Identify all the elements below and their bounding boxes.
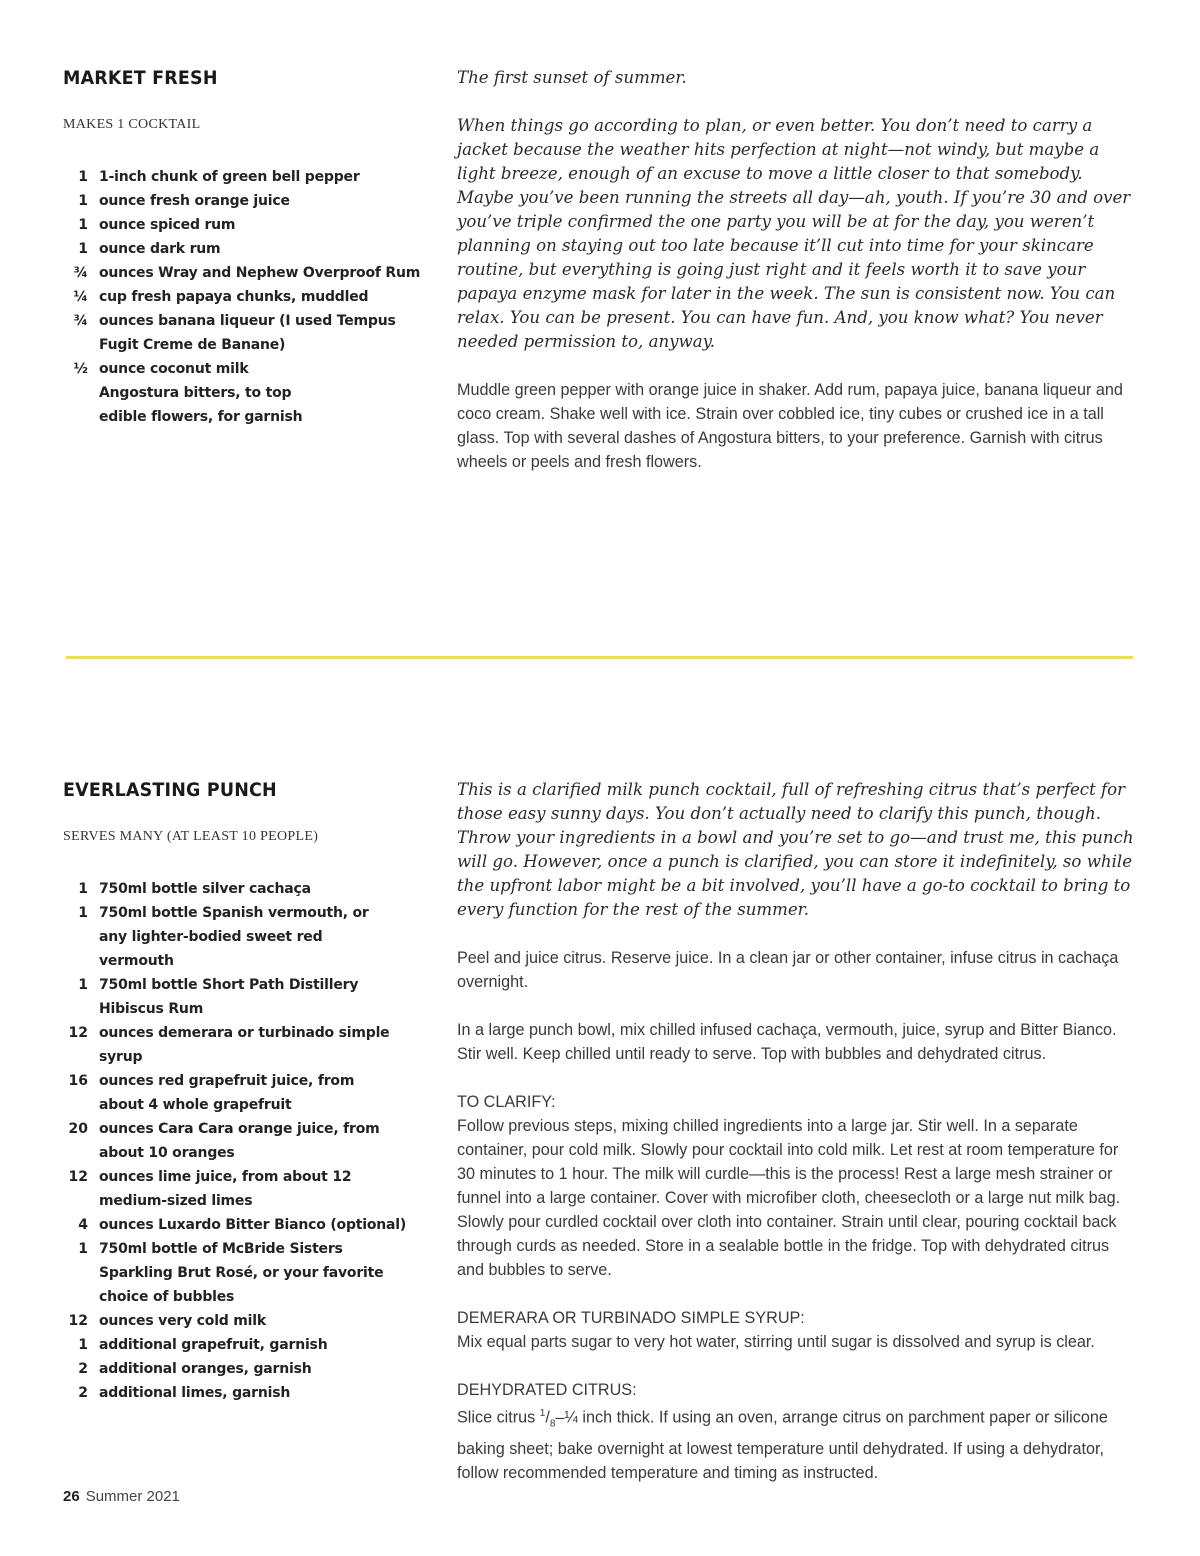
ingredient-qty: 1 (78, 193, 88, 209)
ingredient-text: ounce dark rum (99, 241, 221, 257)
ingredient-item (63, 381, 423, 405)
section-text-prefix: Slice citrus (457, 1408, 540, 1427)
ingredient-item (63, 1333, 418, 1357)
ingredient-item (63, 261, 423, 285)
ingredient-item (63, 405, 423, 429)
ingredient-item (63, 189, 423, 213)
recipe-intro: The first sunset of summer. (457, 68, 687, 87)
ingredient-text: 1-inch chunk of green bell pepper (99, 169, 360, 185)
ingredient-item (63, 973, 418, 1021)
ingredient-item (63, 237, 423, 261)
ingredient-text: ounces very cold milk (99, 1313, 266, 1329)
clarify-section (457, 1090, 1137, 1282)
ingredient-text: additional oranges, garnish (99, 1361, 312, 1377)
citrus-section: DEHYDRATED CITRUS: Slice citrus $^1/_8-\frac{1}{4}$ inch thick. If using an oven, arrange citrus on parchment paper or silicone baking sheet; bake overnight at lowest temperature until dehydrated. If using a dehydrator, follow recommended temperature and timing as instructed. (457, 1378, 1137, 1485)
ingredient-text: ounce coconut milk (99, 361, 249, 377)
ingredient-text: ounces lime juice, from about 12 medium-sized limes (99, 1169, 352, 1209)
ingredient-list (63, 877, 418, 1405)
ingredient-qty: ¾ (73, 313, 88, 329)
ingredient-item (63, 877, 418, 901)
ingredient-item (63, 1165, 418, 1213)
ingredient-qty: 1 (78, 169, 88, 185)
section-text: –¼ inch thick. If using an oven, arrange citrus on parchment paper or silicone baking sheet; bake overnight at lowest temperature until dehydrated. If using a dehydrator, follow recommended temperature and timing as instructed. (457, 1408, 1108, 1482)
ingredient-text: additional limes, garnish (99, 1385, 291, 1401)
recipe-intro: When things go according to plan, or even better. You don’t need to carry a jacket because the weather hits perfection at night—not windy, but maybe a light breeze, enough of an excuse to move a little closer to that somebody. Maybe you’ve been running the streets all day—ah, youth. If you’re 30 and over you’ve triple confirmed the one party you will be at for the day, you weren’t planning on staying out too late because it’ll cut into time for your skincare routine, but everything is going just right and it feels worth it to save your papaya enzyme mask for later in the week. The sun is consistent now. You can relax. You can be present. You can have fun. And, you know what? You never needed permission to, anyway. (457, 116, 1131, 351)
ingredient-item (63, 165, 423, 189)
ingredient-item (63, 1309, 418, 1333)
ingredient-text: ounces red grapefruit juice, from about 4 whole grapefruit (99, 1073, 355, 1113)
ingredient-text: Angostura bitters, to top (99, 385, 292, 401)
recipe-yield: SERVES MANY (AT LEAST 10 PEOPLE) (63, 829, 319, 844)
ingredient-qty: 2 (78, 1385, 88, 1401)
recipe-instructions: In a large punch bowl, mix chilled infused cachaça, vermouth, juice, syrup and Bitter Bianco. Stir well. Keep chilled until ready to serve. Top with bubbles and dehydrated citrus. (457, 1021, 1117, 1063)
ingredient-qty: 1 (78, 1241, 88, 1257)
ingredient-text: 750ml bottle of McBride Sisters Sparkling Brut Rosé, or your favorite choice of bubbles (99, 1241, 384, 1305)
ingredient-item (63, 1021, 418, 1069)
ingredient-qty: 1 (78, 241, 88, 257)
ingredient-qty: 1 (78, 881, 88, 897)
section-divider (66, 656, 1133, 659)
ingredient-list (63, 165, 423, 429)
section-text: Mix equal parts sugar to very hot water, stirring until sugar is dissolved and syrup is clear. (457, 1333, 1095, 1351)
ingredient-qty: 20 (68, 1121, 88, 1137)
ingredient-text: ounces Cara Cara orange juice, from about 10 oranges (99, 1121, 380, 1161)
ingredient-text: 750ml bottle silver cachaça (99, 881, 311, 897)
ingredient-text: ounces Luxardo Bitter Bianco (optional) (99, 1217, 407, 1233)
ingredient-item (63, 1357, 418, 1381)
recipe-content (457, 66, 1137, 474)
ingredient-text: ounces demerara or turbinado simple syrup (99, 1025, 390, 1065)
ingredient-item (63, 1117, 418, 1165)
ingredient-item (63, 1069, 418, 1117)
ingredient-qty: 2 (78, 1361, 88, 1377)
ingredient-item (63, 901, 418, 973)
ingredient-text: ounce fresh orange juice (99, 193, 290, 209)
ingredient-text: 750ml bottle Short Path Distillery Hibiscus Rum (99, 977, 359, 1017)
ingredient-text: ounce spiced rum (99, 217, 236, 233)
ingredient-item (63, 1381, 418, 1405)
ingredient-text: edible flowers, for garnish (99, 409, 303, 425)
ingredient-text: ounces banana liqueur (I used Tempus Fugit Creme de Banane) (99, 313, 396, 353)
ingredient-item (63, 285, 423, 309)
ingredient-qty: 1 (78, 977, 88, 993)
section-heading: DEHYDRATED CITRUS: (457, 1381, 637, 1399)
ingredient-qty: ½ (73, 361, 88, 377)
ingredient-qty: 16 (68, 1073, 88, 1089)
ingredient-qty: 12 (68, 1169, 88, 1185)
ingredient-item (63, 357, 423, 381)
recipe-instructions: Muddle green pepper with orange juice in shaker. Add rum, papaya juice, banana liqueur and coco cream. Shake well with ice. Strain over cobbled ice, tiny cubes or crushed ice in a tall glass. Top with several dashes of Angostura bitters, to your preference. Garnish with citrus wheels or peels and fresh flowers. (457, 381, 1123, 471)
recipe-content (457, 778, 1137, 1485)
recipe-title: EVERLASTING PUNCH (63, 779, 277, 801)
recipe-title: MARKET FRESH (63, 67, 218, 89)
ingredient-qty: ¼ (73, 289, 88, 305)
recipe-yield: MAKES 1 COCKTAIL (63, 117, 201, 132)
section-heading: DEMERARA OR TURBINADO SIMPLE SYRUP: (457, 1309, 805, 1327)
ingredient-qty: ¾ (73, 265, 88, 281)
ingredient-qty: 1 (78, 905, 88, 921)
ingredient-qty: 4 (78, 1217, 88, 1233)
recipe-instructions: Peel and juice citrus. Reserve juice. In a clean jar or other container, infuse citrus in cachaça overnight. (457, 949, 1119, 991)
page-number: 26 (63, 1488, 80, 1505)
ingredient-qty: 1 (78, 217, 88, 233)
section-heading: TO CLARIFY: (457, 1093, 556, 1111)
ingredient-text: ounces Wray and Nephew Overproof Rum (99, 265, 421, 281)
page-footer (63, 1487, 180, 1507)
ingredient-qty: 12 (68, 1313, 88, 1329)
ingredient-item (63, 1213, 418, 1237)
recipe-sidebar (63, 778, 423, 1405)
ingredient-text: cup fresh papaya chunks, muddled (99, 289, 369, 305)
fraction-denominator: 8 (549, 1418, 556, 1430)
issue-label: Summer 2021 (85, 1488, 180, 1505)
ingredient-qty: 1 (78, 1337, 88, 1353)
fraction-numerator: 1 (539, 1408, 546, 1419)
ingredient-text: 750ml bottle Spanish vermouth, or any lighter-bodied sweet red vermouth (99, 905, 369, 969)
ingredient-qty: 12 (68, 1025, 88, 1041)
section-text: Follow previous steps, mixing chilled ingredients into a large jar. Stir well. In a separate container, pour cold milk. Slowly pour cocktail into cold milk. Let rest at room temperature for 30 minutes to 1 hour. The milk will curdle—this is the process! Rest a large mesh strainer or funnel into a large container. Cover with microfiber cloth, cheesecloth or a large nut milk bag. Slowly pour curdled cocktail over cloth into container. Strain until clear, pouring cocktail back through curds as needed. Store in a sealable bottle in the fridge. Top with dehydrated citrus and bubbles to serve. (457, 1117, 1121, 1279)
ingredient-item (63, 213, 423, 237)
recipe-sidebar (63, 66, 423, 429)
recipe-intro: This is a clarified milk punch cocktail, full of refreshing citrus that’s perfect for those easy sunny days. You don’t actually need to clarify this punch, though. Throw your ingredients in a bowl and you’re set to go—and trust me, this punch will go. However, once a punch is clarified, you can store it indefinitely, so while the upfront labor might be a bit involved, you’ll have a go-to cocktail to bring to every function for the rest of the summer. (457, 780, 1134, 919)
ingredient-item (63, 1237, 418, 1309)
ingredient-item (63, 309, 423, 357)
ingredient-text: additional grapefruit, garnish (99, 1337, 328, 1353)
syrup-section (457, 1306, 1137, 1354)
